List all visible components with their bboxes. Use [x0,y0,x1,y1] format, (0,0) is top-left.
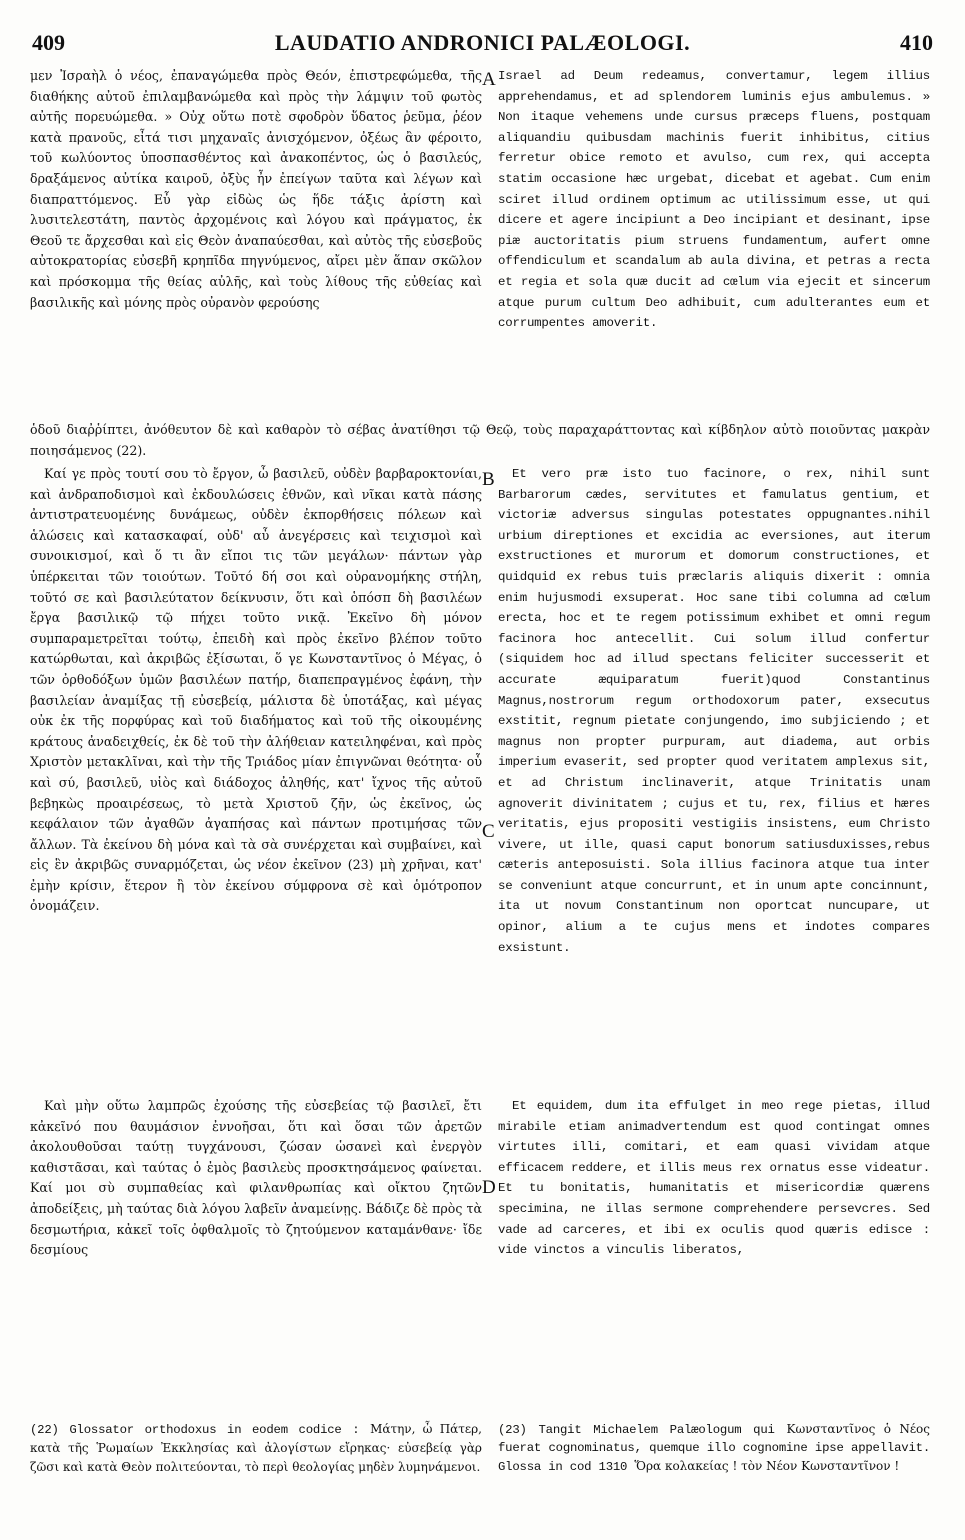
footnote-22-greek: Μάτην, ὦ Πάτερ, κατὰ τῆς Ῥωμαίων Ἐκκλησίας καὶ ἀλογίστων εἴρηκας· εὐσεβείᾳ γὰρ ζῶσι καὶ κατὰ Θεὸν πολιτεύονται, τὸ περὶ θεολογίας μηδὲν λυμηνάμενοι. [30,1422,482,1474]
greek-paragraph: μεν Ἰσραὴλ ὁ νέος, ἐπαναγώμεθα πρὸς Θεόν, ἐπιστρεφώμεθα, τῆς διαθήκης αὐτοῦ ἐπιλαμβανώμεθα καὶ πρὸς τὴν λάμψιν τοῦ φωτὸς αὐτῆς πορευώμεθα. » Οὐχ οὕτω ποτὲ σφοδρὸν ὕδατος ῥεῦμα, ῥέον κατὰ πρανοῦς, εἶτά τισι μηχαναῖς ἀνισχόμενον, ὀξέως ἂν φέροιτο, τοῦ κωλύοντος ὑποσπασθέντος καὶ ἀνακοπέντος, ὡς ὁ βασιλεύς, δραξάμενος αὐτίκα καιροῦ, ὀξὺς ἦν ἐπείγων ταῦτα καὶ λέγων καὶ διαπραττόμενος. Εὖ γὰρ εἰδὼς ὡς ἥδε τάξις ἀρίστη καὶ λυσιτελεστάτη, παντὸς ἀρχομένοις καὶ λόγου καὶ πράγματος, ἐκ Θεοῦ τε ἄρχεσθαι καὶ εἰς Θεὸν ἀναπαύεσθαι, καὶ αὐτὸς τῆς εὐσεβοῦς αὐτοκρατορίας εὐσεβῆ κρηπῖδα πηγνύμενος, αἴρει μὲν ἅπαν σκῶλον καὶ πρόσκομμα τῆς θείας αὐλῆς, καὶ τοὺς λίθους τῆς εὐθείας καὶ βασιλικῆς καὶ μόνης πρὸς οὐρανὸν φερούσης [30,68,482,310]
greek-bridge-line: ὁδοῦ διαῤῥίπτει, ἀνόθευτον δὲ καὶ καθαρὸν τὸ σέβας ἀνατίθησι τῷ Θεῷ, τοὺς παραχαράττοντας καὶ κίβδηλον αὐτὸ ποιοῦντας μακρὰν ποιησάμενος (22). [30,422,930,458]
latin-column-b [498,464,930,964]
greek-column-d [30,1096,482,1267]
margin-marker-d: D [482,1177,496,1198]
latin-paragraph: Et equidem, dum ita effulget in meo rege pietas, illud mirabile etiam animadvertendum est quod contingat omnes virtutes illi, comitari, et eam quasi vividam atque efficacem reddere, et illis meus rex ornatus esse videatur. Et tu bonitatis, humanitatis et misericordiæ quærens specimina, ne illas sermone comprehendere persevcres. Sed vade ad carceres, et ibi ex oculis quod quæris edisce : vide vinctos a vinculis liberatos, [498,1099,930,1258]
footnote-23 [498,1420,930,1476]
footnote-23-latin-b: fuerat cognominatus, quemque illo cognomine ipse appellavit. Glossa in cod 1310 [498,1441,930,1474]
margin-marker-b: B [482,469,495,490]
latin-column-d [498,1096,930,1267]
greek-column-a [30,66,482,319]
running-title: LAUDATIO ANDRONICI PALÆOLOGI. [274,30,691,55]
margin-marker-a: A [482,69,496,90]
footnote-23-latin-a: (23) Tangit Michaelem Palæologum qui [498,1423,775,1437]
margin-marker-c: C [482,821,495,842]
footnote-23-greek-b: Ὅρα κολακείας ! τὸν Νέον Κωνσταντῖνον ! [634,1459,900,1473]
left-page-number: 409 [32,30,65,55]
latin-column-a [498,66,930,340]
greek-paragraph: Καί γε πρὸς τουτί σου τὸ ἔργον, ὦ βασιλεῦ, οὐδὲν βαρβαροκτονίαι, καὶ ἀνδραποδισμοὶ καὶ ἐκδουλώσεις ἐθνῶν, καὶ νῖκαι κατὰ πάσης ἀντιστρατευομένης δυνάμεως, οὐδὲν ἐκπορθήσεις πόλεων καὶ ἁλώσεις καὶ κατασκαφαί, οὐδ' αὖ ἀνεγέρσεις καὶ τειχισμοὶ καὶ συνοικισμοί, καὶ ὅ τι ἂν εἴποι τις τῶν μεγάλων· πάντων γὰρ ὑπέρκειται τῶν τοιούτων. Τοῦτό δή σοι καὶ οὐρανομήκης στήλη, τοῦτό σε καὶ βασιλεύτατον δείκνυσιν, ὅτι καὶ ὁπόσπ δὴ βασιλέων ἔργα βασιλικῷ τῷ πήχει τοῦτο νικᾷ. Ἐκεῖνο δὴ μόνον συμπαραμετρεῖται τούτῳ, ἐπειδὴ καὶ πρὸς ἐκεῖνο βλέπον τοῦτο κατώρθωται, καὶ ἀκριβῶς ἐξίσωται, ὅ γε Κωνσταντῖνος ὁ Μέγας, ὁ τῶν ὀρθοδόξων ὑμῶν βασιλέων πατήρ, διαπεπραγμένος ἐφάνη, τὴν βασιλείαν ἀναμίξας τῇ εὐσεβείᾳ, μάλιστα δὲ ὑποτάξας, καὶ μέγας οὐκ ἐκ τῆς πορφύρας καὶ τοῦ διαδήματος καὶ τοῦ τῆς οἰκουμένης κράτους ἀναδειχθείς, ἐκ δὲ τοῦ τὴν ἀλήθειαν κατειληφέναι, καὶ πρὸς Χριστὸν μετακλῖναι, καὶ τὴν τῆς Τριάδος μίαν ἐπιγνῶναι θεότητα· οὗ καὶ σύ, βασιλεῦ, υἱὸς καὶ διάδοχος ἀληθής, κατ' ἴχνος τῆς αὐτοῦ βεβηκὼς προαιρέσεως, τὸ μετὰ Χριστοῦ ζῆν, ὡς ἐκεῖνος, ὡς κεφάλαιον τῶν ἀγαθῶν ἀγαπήσας καὶ πάντων προτιμήσας τῶν ἄλλων. Τὰ ἐκείνου δὴ μόνα καὶ τὰ σὰ συνέρχεται καὶ συμβαίνει, καὶ εἰς ἓν ἀκριβῶς συναρμόζεται, ὡς νέον ἐκεῖνον (23) μὴ χρῆναι, κατ' ἐμὴν κρίσιν, ἕτερον ἢ τὸν ἐκείνου σύμφρονα σὲ καὶ ὁμότροπον ὀνομάζειν. [30,466,482,914]
latin-paragraph: Israel ad Deum redeamus, convertamur, legem illius apprehendamus, et ad splendorem luminis ejus ambulemus. » Non itaque vehemens unde cursus præceps fluens, postquam aliquandiu quibusdam machinis fuerit inhibitus, citius ferretur obice remoto et avulso, cum rex, qui accepta statim occasione hæc urgebat, dicebat et agebat. Cum enim sciret illud ordinem optimum ac utilissimum esse, ut qui dicere et agere incipiunt a Deo incipiant et desinant, ipse piæ auctoritatis pium struens fundamentum, aufert omne offendiculum et scandalum ab aula divina, et petras a recta et regia et sola quæ ducit ad cœlum via ejecit et sincerum atque purum cultum Deo adhibuit, cum adulterantes eum et corrumpentes amoverit. [498,69,930,331]
running-header [32,30,933,58]
footnote-23-greek-a: Κωνσταντῖνος ὁ Νέος [786,1422,930,1436]
greek-paragraph: Καὶ μὴν οὕτω λαμπρῶς ἐχούσης τῆς εὐσεβείας τῷ βασιλεῖ, ἔτι κἀκεῖνό που θαυμάσιον ἐννοῆσαι, ὅτι καὶ ὅσαι τῶν ἀρετῶν ἀκολουθοῦσαι ταύτῃ τυγχάνουσι, ζώσαν ὡσανεὶ καὶ ἐνεργὸν καθιστᾶσαι, καὶ ταύτας ὁ ἐμὸς βασιλεὺς προσκτησάμενος φαίνεται. Καί μοι σὺ συμπαθείας καὶ φιλανθρωπίας καὶ οἴκτου ζητῶν ἀποδείξεις, μὴ ταύτας διὰ λόγου λαβεῖν ἀναμείνῃς. Βάδιζε δὲ πρὸς τὰ δεσμωτήρια, κἀκεῖ τοῖς ὀφθαλμοῖς τὸ ζητούμενον καταμάνθανε· ἴδε δεσμίους [30,1098,482,1258]
latin-paragraph: Et vero præ isto tuo facinore, o rex, nihil sunt Barbarorum cædes, servitutes et famulatus gentium, et victoriæ adversus singulas potestates oppugnantes.nihil urbium direptiones et excidia ac eversiones, aut iterum exstructiones et murorum et domorum constructiones, et quidquid ex rebus tuis præclaris aliquis dixerit : omnia enim hujusmodi exsuperat. Hoc sane tibi columna ad cœlum erecta, hoc et te regem potissimum exhibet et omni regum facinora hoc antecellit. Cui solum illud confertur (siquidem hoc ad illud spectans feliciter successerit et accurate æquiparatum fuerit)quod Constantinus Magnus,nostrorum regum orthodoxorum pater, exsecutus exstitit, regnum pietate conjungendo, imo subjiciendo ; et magnus non propter purpuram, aut diadema, aut orbis imperium evaserit, sed propter quod veritatem amplexus sit, et ad Christum inclinaverit, atque Trinitatis unam agnoverit divinitatem ; cujus et tu, rex, filius et hæres veritatis, ejus propositi vestigiis insistens, eum Christo vivere, ut ille, quasi caput bonorum satiusduxisses,rebus cæteris anteposuisti. Sola illius facinora atque tua inter se conveniunt atque concurrunt, et in unum apte concinnunt, ita ut novum Constantinum non oportcat nuncupare, ut opinor, alium a te cujus mens et indotes compares exsistunt. [498,467,930,955]
footnote-22 [30,1420,482,1477]
right-page-number: 410 [900,30,933,55]
footnote-22-latin: (22) Glossator orthodoxus in eodem codice : [30,1423,360,1437]
greek-column-b [30,464,482,923]
